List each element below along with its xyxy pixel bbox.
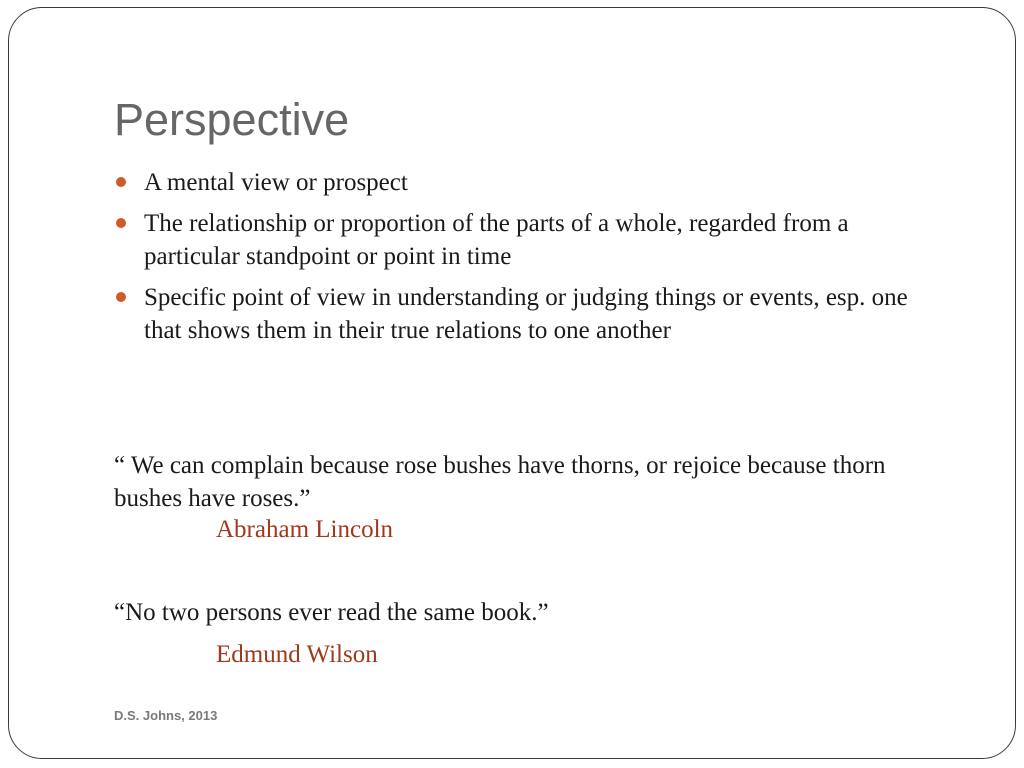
quote-text: “ We can complain because rose bushes have thorns, or rejoice because thorn bushes have roses.” — [114, 452, 886, 512]
bullet-marker-icon — [116, 177, 126, 187]
bullet-text: The relationship or proportion of the parts of a whole, regarded from a particular standpoint or point in time — [144, 210, 849, 270]
quote-text: “No two persons ever read the same book.” — [114, 599, 549, 626]
bullet-text: Specific point of view in understanding or judging things or events, esp. one that shows them in their true relations to one another — [144, 284, 908, 344]
quote-author: Edmund Wilson — [216, 641, 378, 668]
bullet-marker-icon — [116, 218, 126, 228]
slide-title: Perspective — [114, 94, 350, 145]
bullet-text: A mental view or prospect — [144, 169, 408, 196]
quote-author: Abraham Lincoln — [216, 516, 394, 543]
bullet-item — [114, 207, 944, 273]
slide-footer: D.S. Johns, 2013 — [114, 708, 218, 723]
bullet-list — [114, 166, 944, 355]
bullet-marker-icon — [116, 292, 126, 302]
bullet-item — [114, 281, 944, 347]
bullet-item — [114, 166, 944, 199]
